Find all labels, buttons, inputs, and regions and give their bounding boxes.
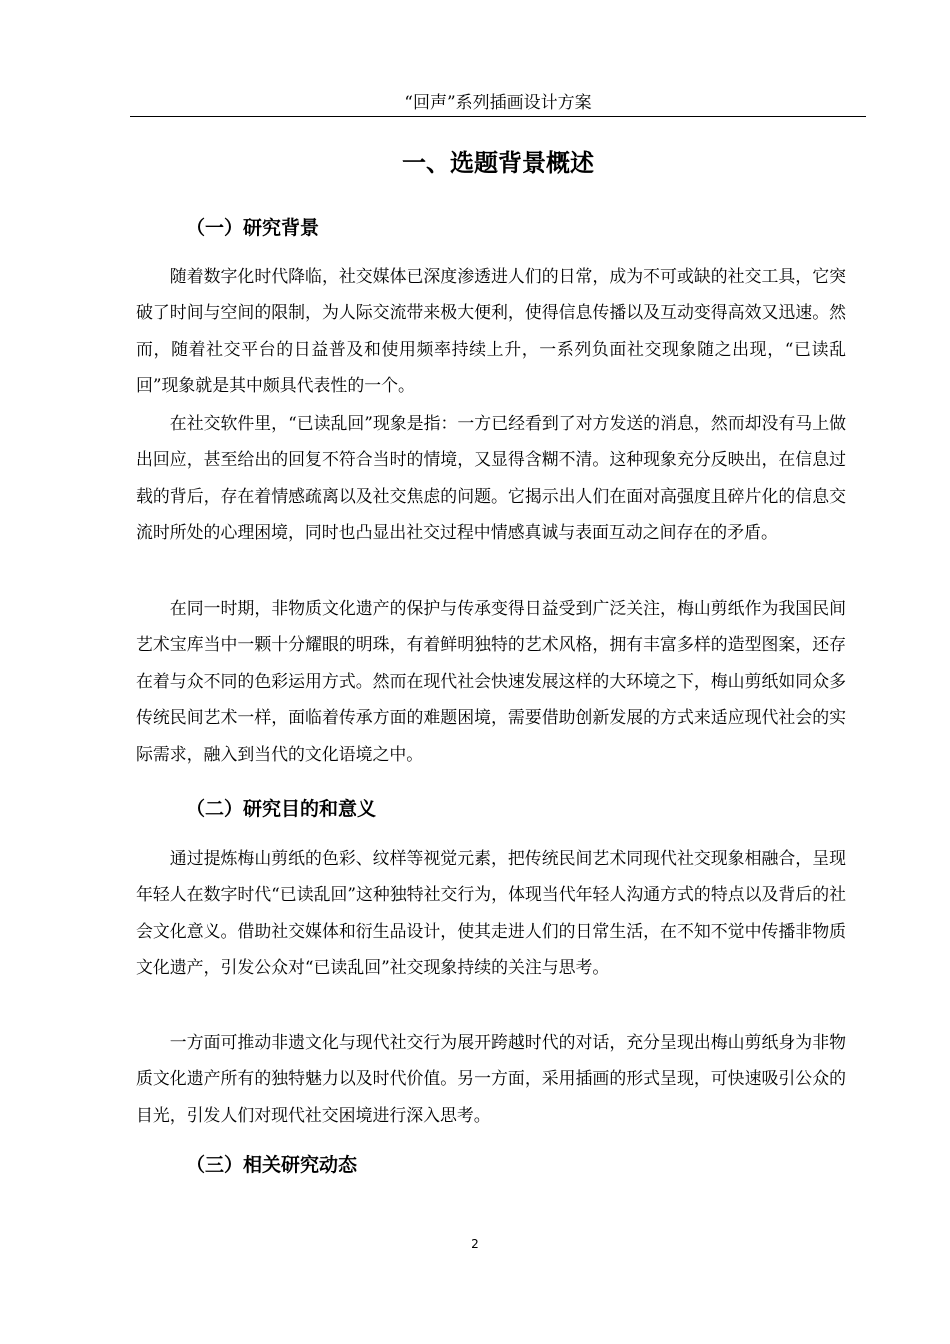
running-header: “回声”系列插画设计方案 xyxy=(404,93,592,113)
section-heading-related-research: （三）相关研究动态 xyxy=(186,1154,358,1176)
page-number: 2 xyxy=(471,1237,479,1251)
paragraph: 在社交软件里，“已读乱回”现象是指：一方已经看到了对方发送的消息，然而却没有马上做出回应，甚至给出的回复不符合当时的情境，又显得含糊不清。这种现象充分反映出，在信息过载的背后，存在着情感疏离以及社交焦虑的问题。它揭示出人们在面对高强度且碎片化的信息交流时所处的心理困境，同时也凸显出社交过程中情感真诚与表面互动之间存在的矛盾。 xyxy=(136,413,846,543)
paragraph: 随着数字化时代降临，社交媒体已深度渗透进人们的日常，成为不可或缺的社交工具，它突破了时间与空间的限制，为人际交流带来极大便利，使得信息传播以及互动变得高效又迅速。然而，随着社交平台的日益普及和使用频率持续上升，一系列负面社交现象随之出现，“已读乱回”现象就是其中颇具代表性的一个。 xyxy=(136,266,846,396)
chapter-title: 一、选题背景概述 xyxy=(402,149,594,177)
section-heading-background: （一）研究背景 xyxy=(186,217,320,239)
paragraph: 一方面可推动非遗文化与现代社交行为展开跨越时代的对话，充分呈现出梅山剪纸身为非物质文化遗产所有的独特魅力以及时代价值。另一方面，采用插画的形式呈现，可快速吸引公众的目光，引发人们对现代社交困境进行深入思考。 xyxy=(136,1032,846,1125)
paragraph: 通过提炼梅山剪纸的色彩、纹样等视觉元素，把传统民间艺术同现代社交现象相融合，呈现年轻人在数字时代“已读乱回”这种独特社交行为，体现当代年轻人沟通方式的特点以及背后的社会文化意义。借助社交媒体和衍生品设计，使其走进人们的日常生活，在不知不觉中传播非物质文化遗产，引发公众对“已读乱回”社交现象持续的关注与思考。 xyxy=(136,848,846,978)
header-rule xyxy=(130,116,866,117)
section-heading-purpose: （二）研究目的和意义 xyxy=(186,798,377,820)
paragraph: 在同一时期，非物质文化遗产的保护与传承变得日益受到广泛关注，梅山剪纸作为我国民间艺术宝库当中一颗十分耀眼的明珠，有着鲜明独特的艺术风格，拥有丰富多样的造型图案，还存在着与众不同的色彩运用方式。然而在现代社会快速发展这样的大环境之下，梅山剪纸如同众多传统民间艺术一样，面临着传承方面的难题困境，需要借助创新发展的方式来适应现代社会的实际需求，融入到当代的文化语境之中。 xyxy=(136,598,846,764)
